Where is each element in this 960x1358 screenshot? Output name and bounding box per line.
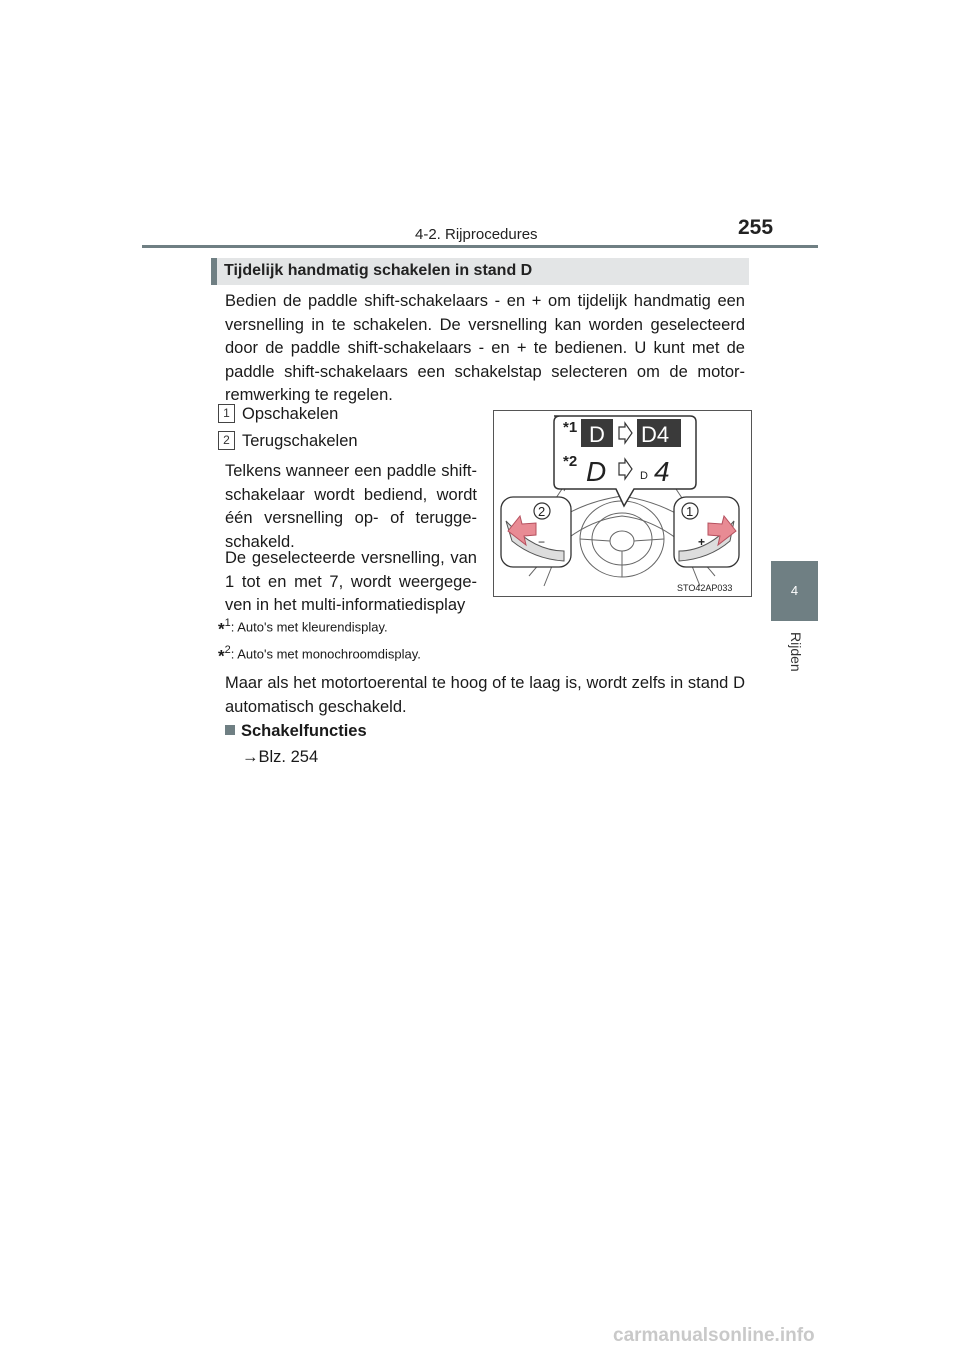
footnote-1-text: : Auto's met kleurendisplay. bbox=[230, 619, 388, 635]
mono-display-to: 4 bbox=[654, 456, 670, 487]
explain-paragraph-2: De geselecteerde versnelling, van 1 tot en met 7, wordt weergege-ven in het multi-informatiedisplay bbox=[225, 549, 477, 614]
paddle-right-sign: + bbox=[698, 535, 706, 549]
footnote-2-star: * bbox=[218, 646, 225, 666]
mono-display-small: D bbox=[640, 470, 648, 482]
footnote-2 bbox=[218, 644, 421, 666]
paddle-right-number: 1 bbox=[686, 504, 694, 519]
page-number: 255 bbox=[738, 216, 774, 239]
color-display-from: D bbox=[589, 422, 605, 447]
section-heading: Tijdelijk handmatig schakelen in stand D bbox=[224, 262, 533, 279]
footnote-2-num: 2 bbox=[224, 644, 231, 656]
section-title: 4-2. Rijprocedures bbox=[415, 226, 538, 243]
header-rule bbox=[142, 245, 818, 248]
explain-paragraph-1: Telkens wanneer een paddle shift-schakelaar wordt bediend, wordt één versnelling op- of terugge-schakeld. bbox=[225, 462, 477, 551]
note-1-marker: *1 bbox=[563, 419, 578, 436]
mono-display-from: D bbox=[586, 456, 607, 487]
item-label-downshift: Terugschakelen bbox=[242, 432, 358, 450]
footnote-1-star: * bbox=[218, 619, 225, 639]
footnote-1-num: 1 bbox=[224, 617, 231, 629]
heading-accent bbox=[211, 258, 217, 285]
paddle-left-number: 2 bbox=[538, 504, 546, 519]
closing-paragraph: Maar als het motortoerental te hoog of te laag is, wordt zelfs in stand D automatisch geschakeld. bbox=[225, 674, 745, 716]
item-label-upshift: Opschakelen bbox=[242, 405, 339, 423]
chapter-label: Rijden bbox=[788, 632, 804, 672]
illustration-svg bbox=[494, 411, 751, 596]
bullet-square-icon bbox=[225, 725, 235, 735]
footnote-2-text: : Auto's met monochroomdisplay. bbox=[230, 646, 421, 662]
footnote-1 bbox=[218, 617, 388, 639]
item-number-1: 1 bbox=[218, 404, 235, 423]
paddle-shift-illustration bbox=[493, 410, 752, 597]
subheading bbox=[225, 722, 367, 741]
chapter-tab: 4 bbox=[771, 561, 818, 621]
item-number-2: 2 bbox=[218, 431, 235, 450]
figure-code: STO42AP033 bbox=[677, 583, 733, 593]
color-display-to: D4 bbox=[641, 422, 670, 447]
watermark: carmanualsonline.info bbox=[613, 1325, 815, 1346]
page-reference-link[interactable]: →Blz. 254 bbox=[242, 748, 319, 766]
intro-paragraph: Bedien de paddle shift-schakelaars - en + om tijdelijk handmatig een versnelling in te schakelen. De versnelling kan worden geselecteerd door de paddle shift-schakelaars - en + te bedienen. U kunt met de paddle shift-schakelaars een schakelstap selecteren om de motor-remwerking te regelen. bbox=[225, 292, 745, 404]
note-2-marker: *2 bbox=[563, 453, 578, 470]
paddle-left-sign: − bbox=[538, 535, 546, 549]
subheading-text: Schakelfuncties bbox=[241, 722, 367, 740]
